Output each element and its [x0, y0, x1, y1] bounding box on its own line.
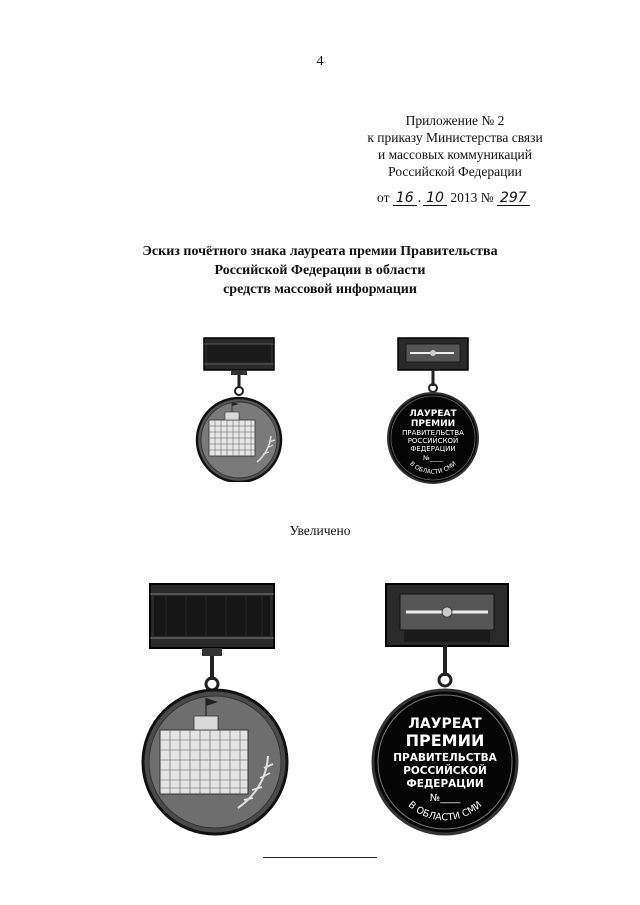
- enlarged-caption: Увеличено: [289, 523, 351, 538]
- order-prefix: от: [377, 190, 390, 205]
- medal-reverse-large: [360, 580, 532, 842]
- order-year: 2013: [450, 190, 478, 205]
- reverse-text-line: ЛАУРЕАТ: [408, 716, 482, 732]
- reverse-number-label: №____: [429, 793, 461, 804]
- footer-rule: [263, 857, 377, 858]
- ribbon-center: [207, 344, 271, 362]
- reverse-text-line: ФЕДЕРАЦИИ: [406, 778, 484, 790]
- reverse-text-line: ПРЕМИИ: [405, 731, 485, 750]
- medal-obverse-large: [136, 582, 308, 840]
- order-number-sign: №: [480, 190, 494, 205]
- order-date-line: [377, 190, 530, 206]
- reverse-text-line: РОССИЙСКОЙ: [407, 437, 459, 445]
- reverse-text-line: ПРЕМИИ: [410, 419, 456, 429]
- appendix-line: Российской Федерации: [388, 164, 522, 179]
- reverse-text-line: ПРАВИТЕЛЬСТВА: [393, 752, 497, 764]
- order-date-separator: .: [417, 190, 423, 206]
- title-line: средств массовой информации: [223, 282, 417, 297]
- order-month: 10: [423, 191, 447, 206]
- reverse-arc-path: В ОБЛАСТИ СМИ: [408, 460, 458, 476]
- order-day: 16: [393, 191, 417, 206]
- reverse-text-line: ЛАУРЕАТ: [409, 409, 457, 419]
- appendix-header: [330, 112, 580, 180]
- document-title: [0, 242, 640, 299]
- reverse-number-label: №____: [423, 454, 443, 462]
- title-line: Российской Федерации в области: [214, 263, 426, 278]
- appendix-line: и массовых коммуникаций: [377, 147, 533, 162]
- page-number: 4: [316, 54, 324, 69]
- reverse-text-line: ПРАВИТЕЛЬСТВА: [402, 429, 464, 437]
- order-number: 297: [497, 191, 530, 206]
- reverse-arc-path: В ОБЛАСТИ СМИ: [405, 799, 485, 824]
- title-line: Эскиз почётного знака лауреата премии Правительства: [142, 244, 498, 259]
- ribbon-center: [154, 596, 270, 636]
- medal-obverse-small: [195, 336, 305, 482]
- medal-reverse-small: [380, 334, 492, 484]
- appendix-line: Приложение № 2: [405, 113, 505, 128]
- appendix-line: к приказу Министерства связи: [367, 130, 543, 145]
- reverse-text-line: ФЕДЕРАЦИИ: [410, 445, 456, 453]
- reverse-text-line: РОССИЙСКОЙ: [403, 765, 487, 777]
